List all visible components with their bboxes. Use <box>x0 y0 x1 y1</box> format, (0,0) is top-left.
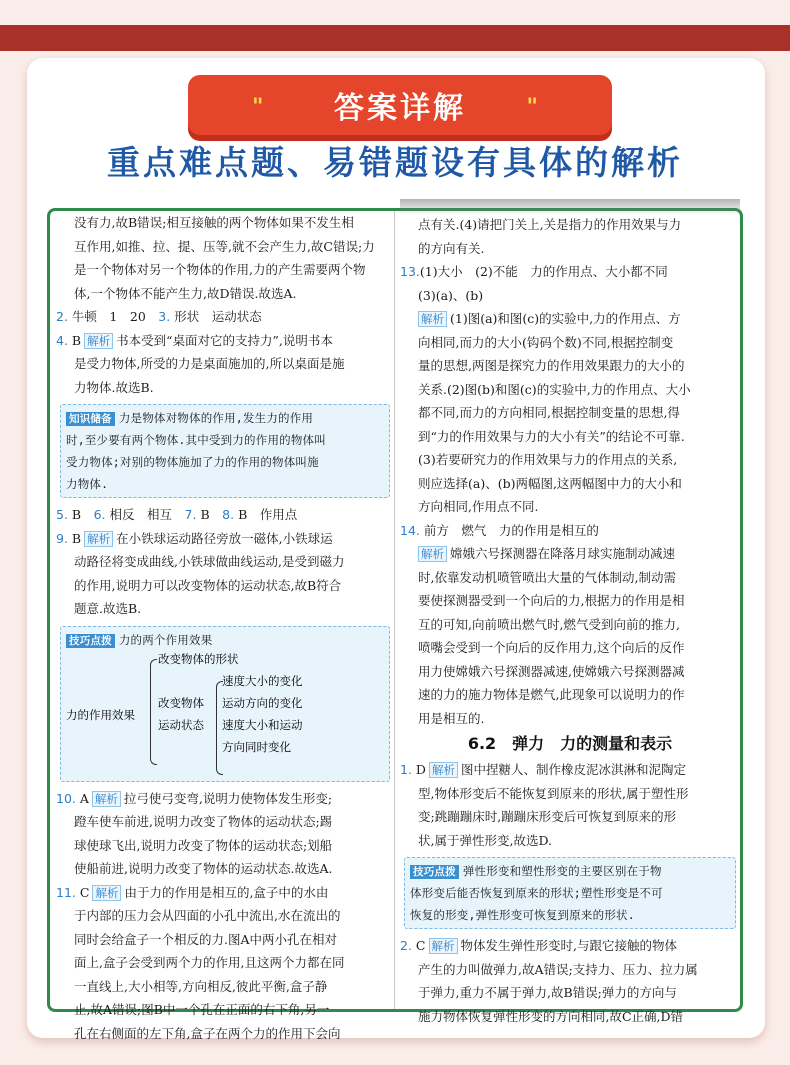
text-line: 的作用,说明力可以改变物体的运动状态,故B符合 <box>74 577 342 593</box>
text-line: 要使探测器受到一个向后的力,根据力的作用是相 <box>418 593 685 608</box>
text-line: 互的可知,向前喷出燃气时,燃气受到向前的推力, <box>418 616 680 632</box>
text-line: 喷嘴会受到一个向后的反作用力,这个向后的反作 <box>418 640 685 655</box>
tip-tag: 技巧点拨 <box>66 634 115 648</box>
text-line: 是受力物体,所受的力是桌面施加的,所以桌面是施 <box>74 356 345 371</box>
text-line: 用力使嫦娥六号探测器减速,使嫦娥六号探测器减 <box>418 663 685 679</box>
text-line: 力物体.故选B. <box>74 379 154 395</box>
headline: 重点难点题、易错题设有具体的解析 <box>107 143 683 182</box>
text-line: 题意.故选B. <box>74 601 142 616</box>
tree-leaf: 速度大小和运动 <box>222 717 303 732</box>
answer-title: 答案详解 <box>334 91 466 126</box>
analysis-tag: 解析 <box>84 531 113 547</box>
answer-13 <box>400 260 740 519</box>
answer-choice: A <box>79 790 89 806</box>
text-line: 在小铁球运动路径旁放一磁体,小铁球运 <box>116 530 333 546</box>
question-number: 13. <box>400 264 420 279</box>
left-column <box>56 211 394 1041</box>
text-line: 力物体. <box>66 477 109 491</box>
question-number: 4. <box>56 332 68 348</box>
text-line: 关系.(2)图(b)和图(c)的实验中,力的作用点、大小 <box>418 381 691 397</box>
text-line: 产生的力叫做弹力,故A错误;支持力、压力、拉力属 <box>418 961 698 977</box>
answer-choice: B <box>71 530 82 546</box>
answer-6-2-2 <box>400 934 740 1028</box>
text-line: 拉弓使弓变弯,说明力使物体发生形变; <box>123 790 333 806</box>
analysis-tag: 解析 <box>418 311 447 327</box>
text-line: 动路径将变成曲线,小铁球做曲线运动,是受到磁力 <box>74 554 345 569</box>
text-line: 时,至少要有两个物体.其中受到力的作用的物体叫 <box>66 433 326 447</box>
text-line: (1)图(a)和图(c)的实验中,力的作用点、方 <box>450 311 681 326</box>
top-banner-bar <box>0 25 790 51</box>
answer-page-frame <box>47 208 743 1041</box>
analysis-tag: 解析 <box>92 791 121 807</box>
text-line: 力是物体对物体的作用,发生力的作用 <box>118 411 314 425</box>
question-number: 2. <box>56 309 68 324</box>
text-line: 孔在右侧面的左下角,盒子在两个力的作用下会向 <box>74 1025 341 1041</box>
answer-6-2-1 <box>400 758 740 852</box>
question-number: 11. <box>56 884 76 900</box>
knowledge-box <box>60 404 390 498</box>
text-line: 力的两个作用效果 <box>118 632 213 647</box>
question-number: 14. <box>400 522 420 538</box>
text-line: 面上,盒子会受到两个力的作用,且这两个力都在同 <box>74 955 345 970</box>
text-line: 速的力的施力物体是燃气,此现象可以说明力的作 <box>418 687 685 702</box>
prev-answer-continuation <box>56 211 394 305</box>
answer-choice: B <box>71 332 82 348</box>
answer-text: (1)大小 (2)不能 力的作用点、大小都不同 <box>419 264 668 279</box>
text-line: 没有力,故B错误;相互接触的两个物体如果不发生相 <box>74 215 354 230</box>
text-line: 是一个物体对另一个物体的作用,力的产生需要两个物 <box>74 262 366 277</box>
text-line: 于内部的压力会从四面的小孔中流出,水在流出的 <box>74 908 341 923</box>
question-number: 3. <box>158 309 171 324</box>
analysis-tag: 解析 <box>418 546 447 562</box>
tree-leaf: 速度大小的变化 <box>222 673 303 688</box>
text-line: 弹性形变和塑性形变的主要区别在于物 <box>462 864 662 878</box>
text-line: 互作用,如推、拉、提、压等,就不会产生力,故C错误;力 <box>74 238 375 254</box>
text-line: (3)若要研究力的作用效果与力的作用点的关系, <box>418 452 678 467</box>
answer-text: (3)(a)、(b) <box>418 287 484 303</box>
text-line: 受力物体;对别的物体施加了力的作用的物体叫施 <box>66 455 319 469</box>
answer-text: 形状 运动状态 <box>174 309 262 324</box>
answer-text: 前方 燃气 力的作用是相互的 <box>423 522 599 538</box>
quote-mark-right: " <box>526 95 538 120</box>
answer-10 <box>56 787 394 881</box>
right-column <box>400 211 740 1024</box>
answer-9 <box>56 527 394 621</box>
prev-answer-continuation <box>400 213 740 260</box>
text-line: 由于力的作用是相互的,盒子中的水由 <box>124 884 329 900</box>
text-line: 方向相同,作用点不同. <box>418 499 539 514</box>
text-line: 恢复的形变,弹性形变可恢复到原来的形状. <box>410 908 635 922</box>
text-line: 同时会给盒子一个相反的力.图A中两小孔在相对 <box>74 931 338 947</box>
text-line: 点有关.(4)请把门关上,关是指力的作用效果与力 <box>418 217 682 232</box>
text-line: 变;跳蹦蹦床时,蹦蹦床形变后可恢复到原来的形 <box>418 809 677 824</box>
text-line: 蹬车使车前进,说明力改变了物体的运动状态;踢 <box>74 814 333 829</box>
force-effects-tree <box>66 651 384 779</box>
analysis-tag: 解析 <box>429 762 458 778</box>
tree-branch: 改变物体的形状 <box>158 651 239 666</box>
text-line: 时,依靠发动机喷管喷出大量的气体制动,制动需 <box>418 569 676 585</box>
tree-leaf: 运动方向的变化 <box>222 695 303 710</box>
tree-branch: 改变物体 <box>158 695 204 710</box>
analysis-tag: 解析 <box>429 938 458 954</box>
text-line: 状,属于弹性形变,故选D. <box>418 832 552 848</box>
text-line: 球使球飞出,说明力改变了物体的运动状态;划船 <box>74 837 333 853</box>
answer-choice: C <box>415 938 426 953</box>
tree-leaf: 方向同时变化 <box>222 739 291 754</box>
column-divider <box>394 211 395 1009</box>
quote-mark-left: " <box>252 95 264 120</box>
text-line: 物体发生弹性形变时,与跟它接触的物体 <box>460 938 677 953</box>
text-line: 图中捏糖人、制作橡皮泥冰淇淋和泥陶定 <box>460 762 686 777</box>
question-number: 5. <box>56 507 68 522</box>
question-number: 9. <box>56 530 68 546</box>
question-number: 7. <box>184 507 197 522</box>
answer-title-badge <box>188 75 612 135</box>
question-number: 1. <box>400 762 412 777</box>
answer-14 <box>400 519 740 731</box>
answer-choice: D <box>415 762 426 777</box>
tip-tag: 技巧点拨 <box>410 865 459 879</box>
text-line: 止,故A错误;图B中一个孔在正面的右下角,另一 <box>74 1002 330 1017</box>
answer-2-3 <box>56 305 394 329</box>
text-line: 用是相互的. <box>418 710 485 726</box>
answers-5-8 <box>56 503 394 527</box>
text-line: 体,一个物体不能产生力,故D错误.故选A. <box>74 285 297 301</box>
question-number: 6. <box>93 507 106 522</box>
tree-root: 力的作用效果 <box>66 707 135 722</box>
text-line: 到“力的作用效果与力的大小有关”的结论不可靠. <box>418 428 685 444</box>
text-line: 书本受到“桌面对它的支持力”,说明书本 <box>116 332 333 348</box>
answer-text: B <box>71 507 94 522</box>
text-line: 使船前进,说明力改变了物体的运动状态.故选A. <box>74 861 333 876</box>
tip-box-deformation <box>404 857 736 929</box>
text-line: 都不同,而力的方向相同,根据控制变量的思想,得 <box>418 405 680 420</box>
tree-brace <box>150 659 157 765</box>
analysis-tag: 解析 <box>84 333 113 349</box>
text-line: 向相同,而力的大小(钩码个数)不同,根据控制变 <box>418 334 674 350</box>
question-number: 8. <box>222 507 235 522</box>
knowledge-tag: 知识储备 <box>66 412 115 426</box>
text-line: 嫦娥六号探测器在降落月球实施制动减速 <box>450 546 676 561</box>
answer-text: 牛顿 1 20 <box>71 309 159 324</box>
tip-box-force-effects <box>60 626 390 782</box>
text-line: 量的思想,两图是探究力的作用效果跟力的大小的 <box>418 358 685 373</box>
answer-choice: C <box>79 884 90 900</box>
text-line: 则应选择(a)、(b)两幅图,这两幅图中力的大小和 <box>418 475 682 491</box>
section-title: 6.2 弹力 力的测量和表示 <box>467 734 673 753</box>
answer-text: B 作用点 <box>238 507 298 522</box>
text-line: 的方向有关. <box>418 240 485 256</box>
question-number: 2. <box>400 938 412 953</box>
text-line: 型,物体形变后不能恢复到原来的形状,属于塑性形 <box>418 785 689 801</box>
question-number: 10. <box>56 790 76 806</box>
answer-4 <box>56 329 394 400</box>
analysis-tag: 解析 <box>92 885 121 901</box>
answer-text: B <box>200 507 223 522</box>
text-line: 体形变后能否恢复到原来的形状;塑性形变是不可 <box>410 886 663 900</box>
answer-text: 相反 相互 <box>109 507 185 522</box>
text-line: 施力物体恢复弹性形变的方向相同,故C正确,D错 <box>418 1008 684 1024</box>
text-line: 于弹力,重力不属于弹力,故B错误;弹力的方向与 <box>418 985 677 1000</box>
tree-branch: 运动状态 <box>158 717 204 732</box>
answer-11 <box>56 881 394 1046</box>
text-line: 一直线上,大小相等,方向相反,彼此平衡,盒子静 <box>74 978 328 994</box>
